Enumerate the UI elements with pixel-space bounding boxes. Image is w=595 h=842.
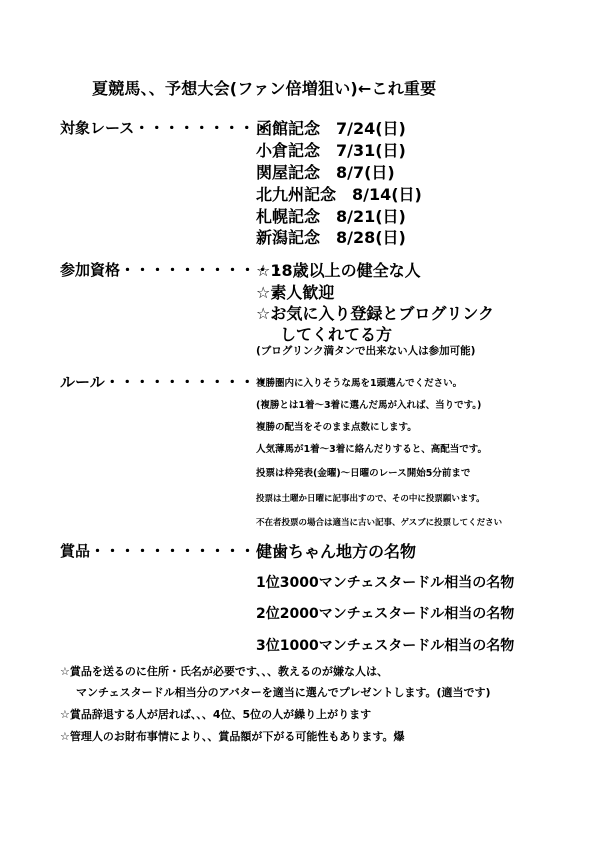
prizes-headline: 健歯ちゃん地方の名物 (256, 542, 417, 561)
footnote: ☆管理人のお財布事情により、、賞品額が下がる可能性もあります。爆 (60, 730, 405, 743)
eligibility-item: ☆素人歓迎 (256, 283, 335, 302)
eligibility-item: してくれてる方 (280, 325, 393, 344)
rule-item: 複勝の配当をそのまま点数にします。 (256, 422, 417, 433)
race-sapporo: 札幌記念 8/21(日) (256, 207, 406, 226)
prize-third: 3位1000マンチェスタードル相当の名物 (256, 638, 515, 654)
race-sekiya: 関屋記念 8/7(日) (256, 163, 395, 182)
prizes-label: 賞品・・・・・・・・・・・ (60, 542, 256, 560)
rule-item: 複勝圏内に入りそうな馬を1頭選んでください。 (256, 378, 463, 389)
eligibility-item: ☆お気に入り登録とブログリンク (256, 304, 495, 323)
prize-second: 2位2000マンチェスタードル相当の名物 (256, 606, 515, 622)
rule-item: 投票は土曜か日曜に記事出すので、その中に投票願います。 (256, 494, 485, 504)
rule-item: (複勝とは1着～3着に選んだ馬が入れば、当りです。) (256, 400, 482, 411)
target-races-label: 対象レース・・・・・・・・・ (60, 119, 270, 137)
footnote: ☆賞品を送るのに住所・氏名が必要です、、、教えるのが嫌な人は、 (60, 665, 388, 678)
eligibility-note: (ブログリンク満タンで出来ない人は参加可能) (256, 345, 476, 357)
rule-item: 不在者投票の場合は適当に古い記事、ゲスブに投票してください (256, 518, 503, 528)
eligibility-item: ☆18歳以上の健全な人 (256, 261, 421, 280)
page-title: 夏競馬、、予想大会(ファン倍増狙い)←これ重要 (92, 79, 437, 98)
race-kitakyushu: 北九州記念 8/14(日) (256, 185, 422, 204)
eligibility-label: 参加資格・・・・・・・・・・・ (60, 261, 286, 279)
rules-label: ルール・・・・・・・・・・・ (60, 373, 270, 391)
race-niigata: 新潟記念 8/28(日) (256, 228, 406, 247)
footnote: ☆賞品辞退する人が居れば、、、4位、5位の人が繰り上がります (60, 708, 372, 721)
prize-first: 1位3000マンチェスタードル相当の名物 (256, 575, 515, 591)
footnote: マンチェスタードル相当分のアバターを適当に選んでプレゼントします。(適当です) (76, 686, 491, 699)
rule-item: 投票は枠発表(金曜)～日曜のレース開始5分前まで (256, 468, 471, 479)
race-hakodate: 函館記念 7/24(日) (256, 119, 406, 138)
race-kokura: 小倉記念 7/31(日) (256, 141, 406, 160)
rule-item: 人気薄馬が1着～3着に絡んだりすると、高配当です。 (256, 444, 487, 455)
